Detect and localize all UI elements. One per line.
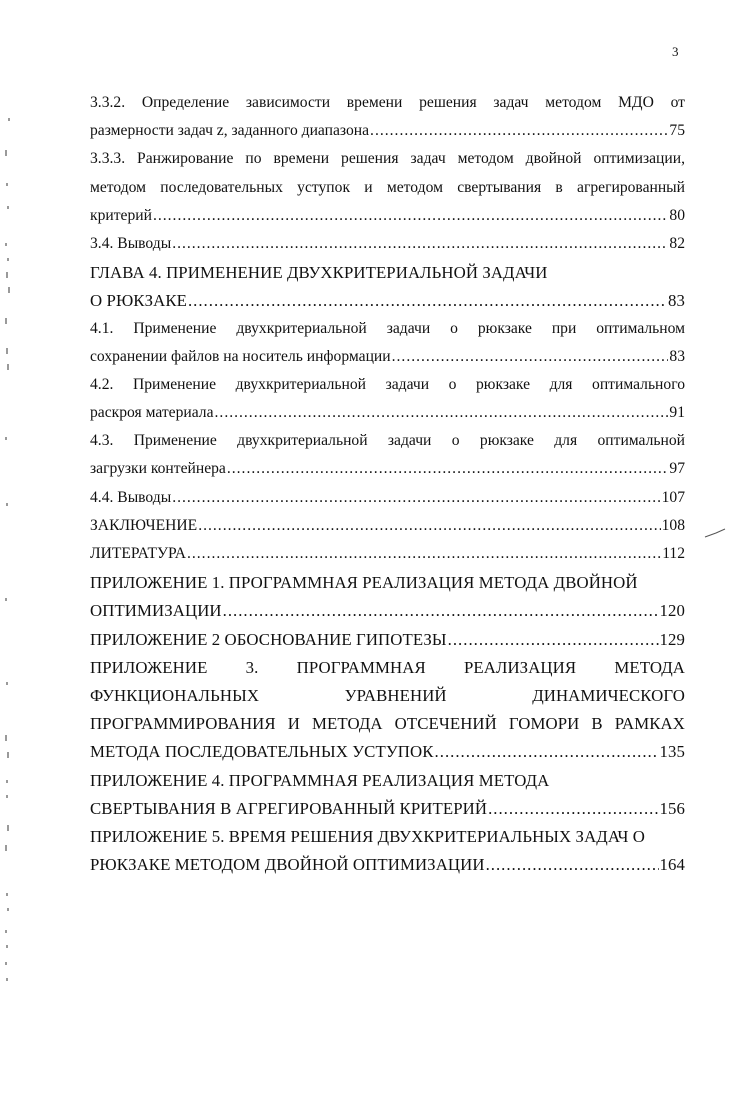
toc-entry-title: РЮКЗАКЕ МЕТОДОМ ДВОЙНОЙ ОПТИМИЗАЦИИ — [90, 855, 485, 875]
toc-entry — [90, 179, 685, 207]
toc-entry — [90, 94, 685, 122]
toc-dot-leader — [198, 517, 660, 535]
toc-entry-title: сохранении файлов на носитель информации — [90, 347, 391, 365]
toc-entry-title: 3.3.3. Ранжирование по времени решения задач методом двойной оптимизации, — [90, 150, 685, 168]
toc-entry — [90, 460, 685, 488]
table-of-contents — [90, 94, 685, 883]
toc-entry-title: ЛИТЕРАТУРА — [90, 545, 186, 562]
toc-entry — [90, 686, 685, 714]
toc-entry — [90, 545, 685, 573]
toc-entry-title: ПРИЛОЖЕНИЕ 1. ПРОГРАММНАЯ РЕАЛИЗАЦИЯ МЕТОДА ДВОЙНОЙ — [90, 573, 638, 593]
toc-page-number: 107 — [661, 488, 685, 506]
toc-page-number: 164 — [659, 855, 685, 875]
toc-entry — [90, 489, 685, 517]
toc-entry — [90, 320, 685, 348]
toc-entry-title: критерий — [90, 206, 152, 224]
toc-page-number: 135 — [659, 742, 685, 762]
toc-entry — [90, 771, 685, 799]
toc-dot-leader — [188, 291, 667, 311]
toc-entry-title: размерности задач z, заданного диапазона — [90, 122, 370, 140]
toc-dot-leader — [370, 122, 668, 140]
toc-entry-title: ОПТИМИЗАЦИИ — [90, 601, 222, 621]
toc-entry — [90, 799, 685, 827]
toc-entry-title: ПРИЛОЖЕНИЕ 5. ВРЕМЯ РЕШЕНИЯ ДВУХКРИТЕРИАЛЬНЫХ ЗАДАЧ О — [90, 826, 646, 846]
toc-page-number: 108 — [661, 516, 685, 534]
toc-entry — [90, 517, 685, 545]
scan-scribble-mark — [704, 528, 726, 538]
toc-entry-title: ПРОГРАММИРОВАНИЯ И МЕТОДА ОТСЕЧЕНИЙ ГОМОРИ В РАМКАХ — [90, 714, 685, 734]
toc-entry — [90, 404, 685, 432]
toc-page-number: 75 — [669, 122, 685, 140]
toc-dot-leader — [153, 207, 668, 225]
toc-entry — [90, 235, 685, 263]
toc-entry — [90, 263, 685, 291]
toc-dot-leader — [187, 545, 661, 563]
toc-entry — [90, 207, 685, 235]
toc-entry — [90, 150, 685, 178]
toc-entry-title: ПРИЛОЖЕНИЕ 2 ОБОСНОВАНИЕ ГИПОТЕЗЫ — [90, 629, 447, 649]
toc-page-number: 80 — [669, 206, 685, 224]
toc-entry-title: загрузки контейнера — [90, 460, 226, 478]
toc-page-number: 120 — [659, 601, 685, 621]
toc-entry — [90, 122, 685, 150]
toc-entry-title: О РЮКЗАКЕ — [90, 291, 187, 311]
toc-dot-leader — [223, 601, 659, 621]
toc-dot-leader — [486, 855, 659, 875]
toc-dot-leader — [448, 630, 659, 650]
toc-entry — [90, 658, 685, 686]
toc-dot-leader — [435, 742, 659, 762]
toc-page-number: 82 — [669, 234, 685, 252]
toc-page-number: 83 — [668, 291, 685, 311]
toc-page-number: 97 — [669, 460, 685, 478]
toc-entry — [90, 630, 685, 658]
toc-entry-title: СВЕРТЫВАНИЯ В АГРЕГИРОВАННЫЙ КРИТЕРИЙ — [90, 798, 488, 818]
toc-dot-leader — [392, 348, 669, 366]
toc-page-number: 91 — [669, 404, 685, 422]
toc-entry-title: 4.3. Применение двухкритериальной задачи о рюкзаке для оптимальной — [90, 432, 685, 450]
toc-entry — [90, 291, 685, 319]
toc-entry-title: 4.2. Применение двухкритериальной задачи о рюкзаке для оптимального — [90, 375, 685, 393]
toc-entry-title: методом последовательных уступок и методом свертывания в агрегированный — [90, 178, 685, 196]
toc-entry-title: 4.1. Применение двухкритериальной задачи о рюкзаке при оптимальном — [90, 319, 685, 337]
toc-entry-title: 4.4. Выводы — [90, 488, 172, 506]
toc-dot-leader — [215, 404, 669, 422]
toc-entry — [90, 601, 685, 629]
toc-page-number: 156 — [659, 798, 685, 818]
toc-entry-title: ПРИЛОЖЕНИЕ 3. ПРОГРАММНАЯ РЕАЛИЗАЦИЯ МЕТОДА — [90, 657, 685, 677]
toc-entry-title: МЕТОДА ПОСЛЕДОВАТЕЛЬНЫХ УСТУПОК — [90, 742, 434, 762]
toc-entry — [90, 432, 685, 460]
toc-dot-leader — [172, 235, 668, 253]
toc-page-number: 129 — [659, 629, 685, 649]
toc-dot-leader — [172, 489, 660, 507]
toc-entry-title: раскроя материала — [90, 404, 214, 422]
page-number: 3 — [672, 44, 679, 59]
toc-dot-leader — [227, 460, 669, 478]
toc-entry-title: ФУНКЦИОНАЛЬНЫХ УРАВНЕНИЙ ДИНАМИЧЕСКОГО — [90, 685, 685, 705]
toc-entry-title: 3.4. Выводы — [90, 234, 172, 252]
toc-entry — [90, 714, 685, 742]
toc-entry — [90, 742, 685, 770]
toc-entry-title: ЗАКЛЮЧЕНИЕ — [90, 516, 198, 534]
toc-entry — [90, 348, 685, 376]
toc-entry — [90, 376, 685, 404]
toc-entry — [90, 827, 685, 855]
toc-entry-title: 3.3.2. Определение зависимости времени решения задач методом МДО от — [90, 94, 685, 111]
toc-page-number: 83 — [669, 347, 685, 365]
toc-dot-leader — [488, 799, 658, 819]
toc-entry-title: ПРИЛОЖЕНИЕ 4. ПРОГРАММНАЯ РЕАЛИЗАЦИЯ МЕТОДА — [90, 770, 550, 790]
toc-entry-title: ГЛАВА 4. ПРИМЕНЕНИЕ ДВУХКРИТЕРИАЛЬНОЙ ЗАДАЧИ — [90, 263, 548, 283]
toc-entry — [90, 573, 685, 601]
toc-page-number: 112 — [662, 545, 685, 562]
toc-entry — [90, 855, 685, 883]
